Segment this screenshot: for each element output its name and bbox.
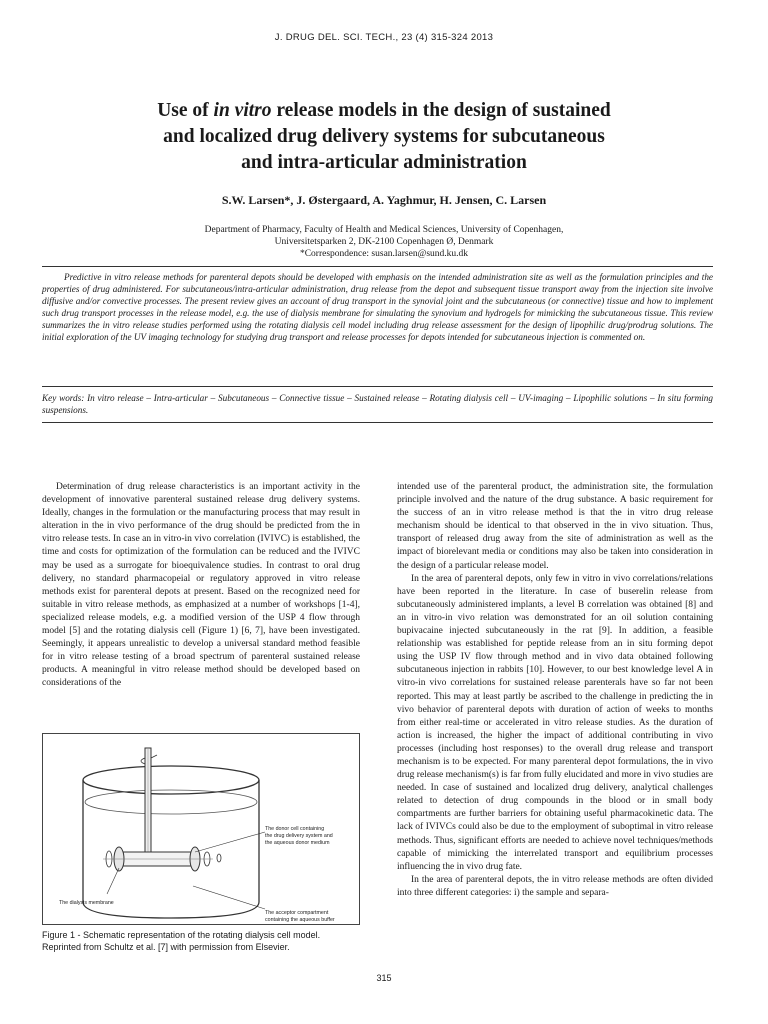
title-line2: and localized drug delivery systems for subcutaneous xyxy=(163,126,605,147)
left-column xyxy=(42,481,360,691)
rotating-dialysis-cell-diagram xyxy=(43,734,359,924)
page-number: 315 xyxy=(376,973,392,983)
membrane-leader-line xyxy=(107,868,119,894)
title-line3: and intra-articular administration xyxy=(241,152,527,173)
acceptor-leader-line xyxy=(193,886,265,909)
rotating-shaft xyxy=(141,748,157,860)
abstract-top-rule xyxy=(42,266,713,267)
keywords: Key words: In vitro release – Intra-articular – Subcutaneous – Connective tissue – Sustained release – Rotating dialysis cell – UV-imaging – Lipophilic solutions – In situ forming suspensions. xyxy=(42,393,713,416)
figure-1 xyxy=(42,733,360,925)
body-paragraph: intended use of the parenteral product, the administration site, the formulation principle involved and the nature of the drug substance. A basic requirement for the success of an in vitro release method is that the in vitro drug release mechanism should be identical to that observed in the in vivo situation. Thus, transport of released drug away from the site of administration as well as the impact of biorelevant media or conditions may also be taken into consideration in the design of a particular release model. xyxy=(397,482,713,571)
donor-leader-line xyxy=(195,832,265,852)
journal-header: J. DRUG DEL. SCI. TECH., 23 (4) 315-324 2013 xyxy=(274,32,494,43)
acceptor-label-2: containing the aqueous buffer xyxy=(265,917,335,923)
membrane-label: The dialysis membrane xyxy=(59,900,114,906)
acceptor-beaker xyxy=(83,766,259,918)
keywords-bottom-rule xyxy=(42,422,713,423)
body-paragraph: Determination of drug release characteristics is an important activity in the development of innovative parenteral sustained release drug delivery systems. Ideally, changes in the formulation or the manufacturing process that may result in alteration in the in vivo performance of the drug should be predicted from the in vitro release tests. In case an in vitro-in vivo correlation (IVIVC) is established, the time and costs for optimization of the formulation can be reduced and the IVIVC may be used as a surrogate for bioequivalence studies. In contrast to oral drug delivery, no standard pharmacopeial or regulatory approved in vitro release methods exist for parenteral depots at present. Based on the recognized need for suitable in vitro release methods, as emphasized at a number of workshops [1-4], specialized release models, e.g. a modified version of the USP 4 flow through model [5] and the rotating dialysis cell (Figure 1) [6, 7], have been investigated. Seemingly, it appears unrealistic to develop a universal standard method feasible for in vitro release testing of a broad spectrum of parenteral sustained release products. A meaningful in vitro release method should be developed based on considerations of the xyxy=(42,482,360,689)
affiliation-line1: Department of Pharmacy, Faculty of Health and Medical Sciences, University of Copenhagen, xyxy=(204,225,564,235)
affiliation-line2: Universitetsparken 2, DK-2100 Copenhagen Ø, Denmark xyxy=(274,237,494,248)
figure-caption: Figure 1 - Schematic representation of the rotating dialysis cell model. Reprinted from Schultz et al. [7] with permission from Elsevier. xyxy=(42,930,321,952)
donor-label-1: The donor cell containing xyxy=(265,826,325,832)
body-paragraph: In the area of parenteral depots, only few in vitro in vivo correlations/relations have been reported in the literature. In case of buserelin release from subcutaneously administered implants, a level B correlation was obtained [8] and an in vitro-in vivo relation was demonstrated for an oil solution containing bupivacaine injected subcutaneously in the rat [9]. In addition, a feasible relationship was established for peptide release from an in situ forming depot using the USP IV flow through method and in vivo data obtained following subcutaneous injection in rabbits [10]. However, to our best knowledge level A in vitro-in vivo correlations for sustained release parenterals have so far not been reported. This may at least partly be ascribed to the challenge in predicting the in vivo behavior of parenteral depots with duration of action of weeks to months from either real-time or accelerated in vitro release studies. As the duration of action is increased, the higher the impact of additional contributing in vivo processes (including host responses) to the overall drug release and transport mechanism is to be expected. For many parenteral depot formulations, the in vivo drug release mechanism(s) is far from fully elucidated and more in vivo studies are needed. In case of sustained and localized drug delivery, analytical challenges related to detection of drug compounds in the blood or in small body compartments are further barriers for obtaining useful pharmacokinetic data. The lack of IVIVCs could also be due to the employment of suboptimal in vitro release methods. Thus, significant efforts are needed to achieve novel techniques/methods capable of mimicking the interrelated transport and equilibrium processes influencing the in vivo drug fate. xyxy=(397,573,713,872)
title-line1-prefix: Use of xyxy=(157,100,214,121)
acceptor-label-1: The acceptor compartment xyxy=(265,910,329,916)
abstract-bottom-rule xyxy=(42,386,713,387)
donor-cell xyxy=(103,847,221,871)
donor-label-2: the drug delivery system and xyxy=(265,833,333,839)
article-title xyxy=(70,98,698,176)
right-column xyxy=(397,481,713,900)
correspondence: *Correspondence: susan.larsen@sund.ku.dk xyxy=(299,249,469,260)
body-paragraph: In the area of parenteral depots, the in vitro release methods are often divided into three different categories: i) the sample and separa- xyxy=(397,874,713,898)
abstract: Predictive in vitro release methods for parenteral depots should be developed with emphasis on the intended administration site as well as the formulation principles and the properties of drug administered. For subcutaneous/intra-articular administration, drug release from the depot and subsequent tissue transport away from the injection site involve diffusive and/or convective processes. The present review gives an account of drug transport in the synovial joint and the subcutaneous (or connective) tissue and how to implement such drug transport processes in the release model, e.g. the use of dialysis membrane for simulating the synovium and hydrogels for mimicking the subcutaneous tissue. This review summarizes the in vitro release studies performed using the rotating dialysis cell model including drug release assessment for the design of lipophilic drug/prodrug solutions. The initial exploration of the UV imaging technology for studying drug transport and release processes for depots intended for subcutaneous injection is commented on. xyxy=(42,272,713,343)
affiliation xyxy=(0,224,768,261)
title-line1-suffix: release models in the design of sustained xyxy=(271,100,611,121)
author-list: S.W. Larsen*, J. Østergaard, A. Yaghmur, H. Jensen, C. Larsen xyxy=(221,193,547,207)
donor-label-3: the aqueous donor medium xyxy=(265,840,330,846)
title-line1-italic: in vitro xyxy=(213,100,272,121)
